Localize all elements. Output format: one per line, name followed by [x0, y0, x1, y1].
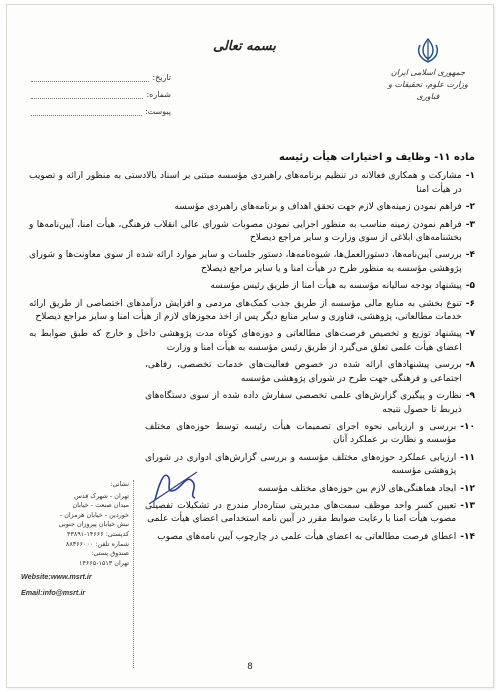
address-title: نشانی:	[110, 480, 129, 488]
item-number: ۱۲-	[460, 483, 475, 494]
po-box-value: تهران ۱۵۱۳-۱۴۶۶۵	[79, 558, 129, 567]
item-number: ۲-	[465, 202, 475, 213]
address-line: نبش خیابان پیروزان جنوبی	[58, 520, 129, 529]
article-item	[29, 280, 475, 293]
item-number: ۱۴-	[460, 531, 475, 542]
item-text: تعیین کسر واحد موظف سمت‌های مدیریتی ستاره‌دار مندرج در تشکیلات تفصیلی مصوب هیأت امنا با رعایت ضوابط مقرر در آیین نامه استخدامی اعضای هیأت علمی	[145, 500, 457, 525]
ministry-header	[383, 37, 473, 103]
po-box-label: صندوق پستی:	[91, 549, 129, 558]
contact-sidebar	[21, 480, 134, 668]
postal-code: کدپستی: ۱۴۶۶۶-۴۳۸۹۱	[67, 529, 129, 538]
item-text: اعطای فرصت مطالعاتی به اعضای هیأت علمی در چارچوب آیین نامه‌های مصوب	[157, 531, 457, 542]
item-text: تنوع بخشی به منابع مالی مؤسسه از طریق جذب کمک‌های مردمی و افزایش درآمدهای اختصاصی از طریق ارائه خدمات مطالعاتی، پژوهشی، فناوری و سایر منابع دیگر پس از اخذ مجوزهای لازم از هیأت امنا و سایر مراجع ذیصلاح	[29, 298, 462, 323]
ministry-line: جمهوری اسلامی ایران	[390, 68, 466, 77]
item-number: ۸-	[465, 360, 475, 371]
item-number: ۱۱-	[460, 452, 475, 463]
signature-mark	[135, 460, 215, 510]
item-text: بررسی آیین‌نامه‌ها، دستورالعمل‌ها، شیوه‌نامه‌ها، دستور جلسات و سایر موارد ارائه شده از سوی معاونت‌ها و شورای پژوهشی مؤسسه به منظور طرح در هیأت امنا و یا سایر مراجع ذیصلاح	[29, 250, 462, 274]
meta-attachment-label: پیوست:	[144, 107, 171, 116]
item-number: ۱۰-	[460, 421, 475, 432]
phone-number: شماره تلفن: ۸۸۳۶۶۰۰۰	[65, 539, 129, 548]
item-text: پیشنهاد توزیع و تخصیص فرصت‌های مطالعاتی و دوره‌های کوتاه مدت پژوهشی داخل و خارج که طبق ضوابط به اعضای هیأت علمی تعلق می‌گیرد از طریق رئیس مؤسسه به هیأت امنا و وزارت	[29, 329, 462, 353]
article-item	[145, 531, 475, 544]
article-item	[145, 390, 475, 417]
meta-date-row	[31, 68, 171, 82]
address-line: تهران - شهرک قدس	[74, 491, 129, 500]
article-item	[29, 170, 475, 197]
meta-number-line	[31, 90, 143, 99]
article-item	[145, 359, 475, 386]
item-number: ۷-	[465, 329, 475, 340]
item-text: مشارکت و همکاری فعالانه در تنظیم برنامه‌های راهبردی مؤسسه مبتنی بر اسناد بالادستی به منظور ارائه و تصویب در هیأت امنا	[29, 171, 462, 195]
article-title: ماده ۱۱- وظایف و اختیارات هیأت رئیسه	[279, 152, 475, 163]
website-link[interactable]: Website:www.msrt.ir	[21, 572, 92, 582]
item-text: فراهم نمودن زمینه مناسب به منظور اجرایی نمودن مصوبات شورای عالی انقلاب فرهنگی، هیأت امنا، آیین‌نامه‌ها و بخشنامه‌های ابلاغی از سوی وزارت و سایر مراجع ذیصلاح	[29, 219, 462, 244]
article-item	[29, 298, 475, 325]
meta-attachment-line	[31, 107, 142, 116]
item-number: ۶-	[465, 298, 475, 309]
address-line: خوردین - خیابان هرمزان -	[59, 510, 129, 519]
address-line: میدان صنعت - خیابان	[72, 501, 129, 510]
item-text: پیشنهاد بودجه سالیانه مؤسسه به هیأت امنا از طریق رئیس مؤسسه	[210, 281, 462, 292]
ministry-line: وزارت علوم، تحقیقات و فناوری	[388, 80, 468, 101]
item-text: بررسی و ارزیابی نحوه اجرای تصمیمات هیأت رئیسه توسط حوزه‌های مختلف مؤسسه و نظارت بر عملکرد آنان	[145, 421, 457, 446]
email-link[interactable]: Email:info@msrt.ir	[21, 587, 86, 597]
article-item	[29, 201, 475, 214]
item-number: ۵-	[465, 281, 475, 292]
meta-number-row	[31, 85, 171, 99]
item-text: ارزیابی عملکرد حوزه‌های مختلف مؤسسه و بررسی گزارش‌های ادواری در شورای پژوهشی مؤسسه	[145, 452, 457, 477]
meta-date-label: تاریخ:	[152, 73, 171, 82]
item-number: ۳-	[465, 219, 475, 230]
item-text: ایجاد هماهنگی‌های لازم بین حوزه‌های مختلف مؤسسه	[257, 483, 457, 494]
article-item	[29, 219, 475, 246]
item-number: ۹-	[465, 391, 475, 402]
document-sheet	[6, 4, 494, 688]
meta-date-line	[31, 73, 149, 82]
bismillah-heading: بسمه تعالی	[213, 39, 276, 54]
meta-number-label: شماره:	[146, 90, 171, 99]
letter-meta	[31, 68, 171, 119]
meta-attachment-row	[31, 102, 171, 116]
item-text: نظارت و پیگیری گزارش‌های علمی تخصصی سفارش داده شده از سوی دستگاه‌های ذیربط تا حصول نتیجه	[145, 391, 462, 415]
page-number: 8	[247, 662, 253, 672]
item-number: ۴-	[465, 250, 475, 261]
item-number: ۱۳-	[460, 500, 475, 511]
item-number: ۱-	[465, 171, 475, 182]
article-item	[145, 421, 475, 448]
item-text: فراهم نمودن زمینه‌های لازم جهت تحقق اهداف و برنامه‌های راهبردی مؤسسه	[174, 202, 462, 213]
article-item	[29, 249, 475, 276]
article-item	[29, 328, 475, 355]
item-text: بررسی پیشنهادهای ارائه شده در خصوص فعالیت‌های خدمات تخصصی، رفاهی، اجتماعی و فرهنگی جهت طرح در شورای پژوهشی مؤسسه	[145, 360, 462, 384]
iran-emblem-icon	[414, 37, 442, 65]
lower-items-column	[145, 359, 475, 548]
